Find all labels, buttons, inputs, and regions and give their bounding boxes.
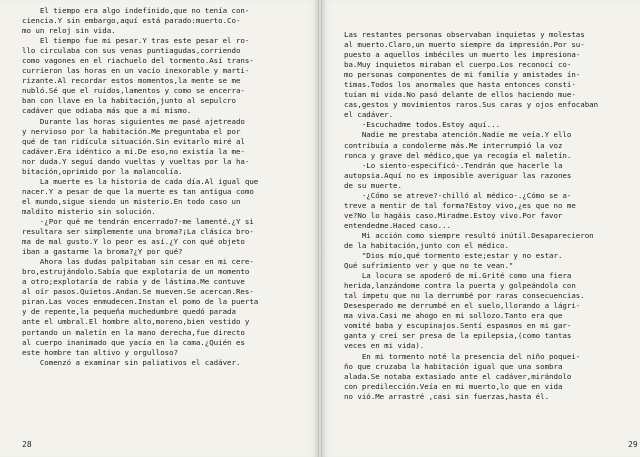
text-line: llo circulaba con sus venas puntiagudas,corriendo bbox=[22, 46, 241, 56]
text-line: a otro;explotaría de rabia y de lástima.Me contuve bbox=[22, 277, 245, 287]
text-line: puesto a aquellos imbéciles un muerto les impresiona- bbox=[344, 50, 581, 60]
text-line: piran.Las voces enmudecen.Instan el pomo de la puerta bbox=[22, 297, 259, 307]
page-number-left: 28 bbox=[22, 440, 32, 449]
text-line: cadáver que odiaba más que a mí mismo. bbox=[22, 106, 192, 116]
text-line: tal ímpetu que no la derrumbé por raras consecuencias. bbox=[344, 291, 585, 301]
text-line: de su muerte. bbox=[344, 180, 402, 190]
text-line: no vió.Me arrastré ,casi sin fuerzas,hasta él. bbox=[344, 391, 550, 401]
text-line: mo un reloj sin vida. bbox=[22, 26, 116, 36]
text-line: nor duda.Y seguí dando vueltas y vueltas por la ha- bbox=[22, 156, 250, 166]
text-line: En mi tormento noté la presencia del niño poquei- bbox=[344, 351, 581, 361]
text-line: resultara ser simplemente una broma?¡La clásica bro- bbox=[22, 227, 254, 237]
text-line: y de repente,la pequeña muchedumbre quedó parada bbox=[22, 307, 236, 317]
text-line: Comenzó a examinar sin paliativos el cadáver. bbox=[22, 357, 241, 367]
text-line: treve a mentir de tal forma?Estoy vivo,¿es que no me bbox=[344, 200, 576, 210]
text-line: ronca y grave del médico,que ya recogía el maletín. bbox=[344, 150, 572, 160]
text-line: mo personas componentes de mi familia y amistades ín- bbox=[344, 70, 581, 80]
text-line: cas,gestos y movimientos raros.Sus caras y ojos enfocaban bbox=[344, 100, 599, 110]
right-page-text bbox=[344, 30, 636, 402]
text-line: "Dios mío,qué tormento este;estar y no estar. bbox=[344, 251, 563, 261]
text-line: ganta y creí ser presa de la epilepsia,(como tantas bbox=[344, 331, 572, 341]
text-line: maldito misterio sin solución. bbox=[22, 206, 156, 216]
text-line: timas.Todos los anormales que hasta entonces consti- bbox=[344, 80, 576, 90]
left-page bbox=[0, 0, 318, 457]
text-line: contribuía a condolerme más.Me interrumpió la voz bbox=[344, 140, 563, 150]
text-line: al oír pasos.Quietos.Andan.Se mueven.Se acercan.Res- bbox=[22, 287, 254, 297]
text-line: cadáver.Era idéntico a mí.De eso,no existía la me- bbox=[22, 146, 245, 156]
text-line: nacer.Y a pesar de que la muerte es tan antigua como bbox=[22, 186, 254, 196]
text-line: bitación,oprimido por la malancolía. bbox=[22, 166, 183, 176]
text-line: bro,estrujándolo.Sabía que explotaría de un momento bbox=[22, 267, 250, 277]
text-line: ban con llave en la habitación,junto al sepulcro bbox=[22, 96, 236, 106]
text-line: -Lo siento-especificó-.Tendrán que hacerle la bbox=[344, 160, 563, 170]
text-line: alada.Se notaba extasiado ante el cadáver,mirándolo bbox=[344, 371, 572, 381]
text-line: La locura se apoderó de mí.Grité como una fiera bbox=[344, 271, 572, 281]
text-line: este hombre tan altivo y orgulloso? bbox=[22, 347, 179, 357]
text-line: el mundo,sigue siendo un misterio.En todo caso un bbox=[22, 196, 241, 206]
text-line: ba.Muy inquietos miraban el cuerpo.Los reconocí co- bbox=[344, 60, 572, 70]
text-line: Desesperado me derrumbé en el suelo,llorando a lágri- bbox=[344, 301, 581, 311]
text-line: El tiempo fue mi pesar.Y tras este pesar el ro- bbox=[22, 36, 250, 46]
text-line: La muerte es la historia de cada día.Al igual que bbox=[22, 176, 259, 186]
text-line: ciencia.Y sin embargo,aquí está parado:muerto.Co- bbox=[22, 16, 241, 26]
text-line: portando un maletín en la mano derecha,fue directo bbox=[22, 327, 245, 337]
text-line: al muerto.Claro,un muerto siempre da impresión.Por su- bbox=[344, 40, 585, 50]
text-line: Las restantes personas observaban inquietas y molestas bbox=[344, 30, 585, 39]
text-line: Ahora las dudas palpitaban sin cesar en mi cere- bbox=[22, 257, 254, 267]
left-page-text bbox=[22, 6, 308, 368]
text-line: autopsia.Aquí no es imposible averiguar las razones bbox=[344, 170, 572, 180]
text-line: ño que cruzaba la habitación igual que una sombra bbox=[344, 361, 563, 371]
text-line: currieron las horas en un vacío inexorable y marti- bbox=[22, 66, 250, 76]
text-line: -Escuchadme todos.Estoy aquí... bbox=[344, 120, 501, 130]
text-line: entendedme.Haced caso... bbox=[344, 220, 451, 230]
text-line: con predilección.Veía en mi muerto,lo que en vida bbox=[344, 381, 563, 391]
text-line: Nadie me prestaba atención.Nadie me veía.Y ello bbox=[344, 130, 572, 140]
text-line: tuían mi vida.No pasó delante de ellos haciendo mue- bbox=[344, 90, 576, 100]
text-line: Mi acción como siempre resultó inútil.Desaparecieron bbox=[344, 230, 594, 240]
text-line: nubló.Sé que el ruidos,lamentos y como se encerra- bbox=[22, 86, 245, 96]
text-line: qué de tan ridícula situación.Sin evitarlo miré al bbox=[22, 136, 245, 146]
right-page bbox=[322, 0, 640, 457]
text-line: -¿Cómo se atreve?-chilló al médico-.¿Cómo se a- bbox=[344, 190, 572, 200]
text-line: y nervioso por la habitación.Me preguntaba el por bbox=[22, 126, 241, 136]
text-line: vomité baba y escupinajos.Sentí espasmos en mi gar- bbox=[344, 321, 572, 331]
text-line: iban a gastarme la broma?¿Y por qué? bbox=[22, 247, 183, 257]
text-line: ante el umbral.El hombre alto,moreno,bien vestido y bbox=[22, 317, 250, 327]
text-line: veces en mi vida). bbox=[344, 341, 425, 351]
text-line: el cadáver. bbox=[344, 110, 394, 120]
text-line: de la habitación,junto con el médico. bbox=[344, 240, 509, 250]
text-line: Qué sufrimiento ver y que no te vean." bbox=[344, 261, 514, 271]
text-line: al cuerpo inanimado que yacía en la cama.¿Quién es bbox=[22, 337, 245, 347]
text-line: ma viva.Casi me ahogo en mi sollozo.Tanto era que bbox=[344, 311, 563, 321]
text-line: -¿Por qué me tendrán encerrado?-me lamenté.¿Y si bbox=[22, 216, 254, 226]
text-line: herida,lanzándome contra la puerta y golpeándola con bbox=[344, 281, 576, 291]
text-line: ve?No lo hagáis caso.Miradme.Estoy vivo.Por favor bbox=[344, 210, 563, 220]
text-line: Durante las horas siguientes me pasé ajetreado bbox=[22, 116, 245, 126]
text-line: El tiempo era algo indefinido,que no tenía con- bbox=[22, 6, 250, 15]
text-line: ma de mal gusto.Y lo peor es así.¿Y con qué objeto bbox=[22, 237, 245, 247]
text-line: rizante.Al recordar estos momentos,la mente se me bbox=[22, 76, 241, 86]
page-number-right: 29 bbox=[628, 440, 638, 449]
text-line: como vagones en el riachuelo del tormento.Así trans- bbox=[22, 56, 254, 66]
